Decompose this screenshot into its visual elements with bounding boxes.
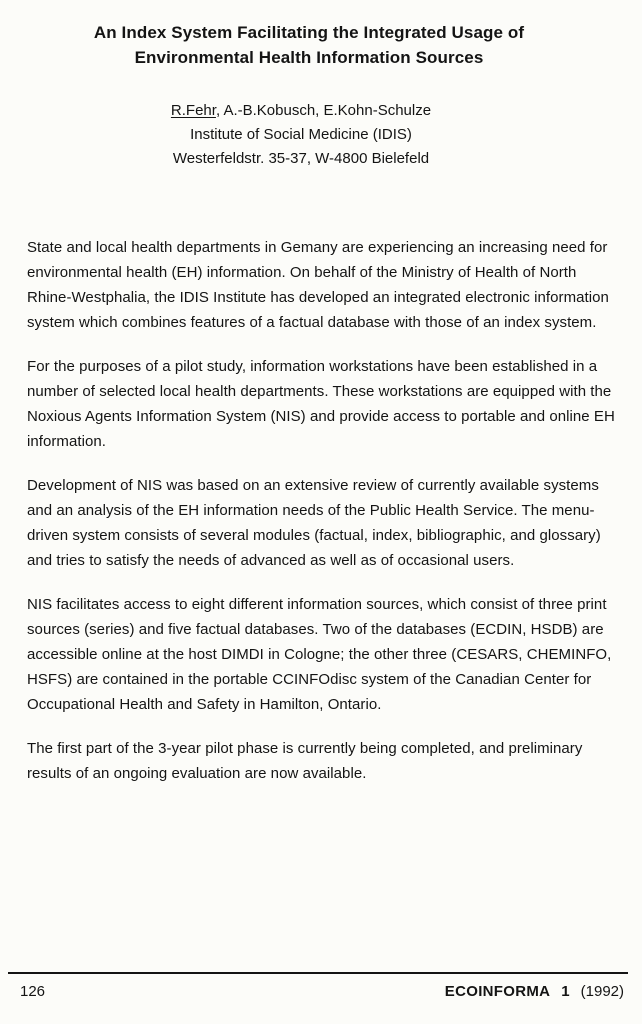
page-footer [20, 983, 624, 1000]
author-affiliation-block [0, 99, 602, 171]
issue-number: 1 [561, 983, 570, 1000]
journal-name: ECOINFORMA [444, 983, 551, 1000]
author-primary: R.Fehr [170, 102, 216, 119]
article-title-line2: Environmental Health Information Sources [134, 48, 484, 67]
authors-line [0, 99, 602, 123]
abstract-paragraph: State and local health departments in Gemany are experiencing an increasing need for environmental health (EH) information. On behalf of the Ministry of Health of North Rhine-Westphalia, the IDIS Institute has developed an integrated electronic information system which combines features of a factual database with those of an index system. [27, 239, 609, 331]
publication-year: (1992) [580, 983, 624, 1000]
authors-rest: , A.-B.Kobusch, E.Kohn-Schulze [215, 102, 432, 119]
affiliation-address: Westerfeldstr. 35-37, W-4800 Bielefeld [172, 150, 430, 167]
abstract-body [27, 235, 622, 786]
abstract-paragraph: NIS facilitates access to eight different information sources, which consist of three print sources (series) and five factual databases. Two of the databases (ECDIN, HSDB) are accessible online at the host DIMDI in Cologne; the other three (CESARS, CHEMINFO, HSFS) are contained in the portable CCINFOdisc system of the Canadian Center for Occupational Health and Safety in Hamilton, Ontario. [27, 596, 612, 713]
affiliation-institute: Institute of Social Medicine (IDIS) [190, 126, 412, 143]
footer-divider [8, 972, 628, 974]
journal-citation [445, 983, 624, 1000]
abstract-paragraph: For the purposes of a pilot study, information workstations have been established in a number of selected local health departments. These workstations are equipped with the Noxious Agents Information System (NIS) and provide access to portable and online EH information. [27, 358, 615, 450]
page-number: 126 [20, 983, 46, 1000]
abstract-paragraph: Development of NIS was based on an extensive review of currently available systems and an analysis of the EH information needs of the Public Health Service. The menu-driven system consists of several modules (factual, index, bibliographic, and glossary) and tries to satisfy the needs of advanced as well as of occasional users. [27, 477, 601, 569]
abstract-paragraph: The first part of the 3-year pilot phase is currently being completed, and preliminary results of an ongoing evaluation are now available. [27, 740, 583, 782]
article-title-line1: An Index System Facilitating the Integrated Usage of [93, 23, 525, 42]
article-title [0, 20, 618, 70]
